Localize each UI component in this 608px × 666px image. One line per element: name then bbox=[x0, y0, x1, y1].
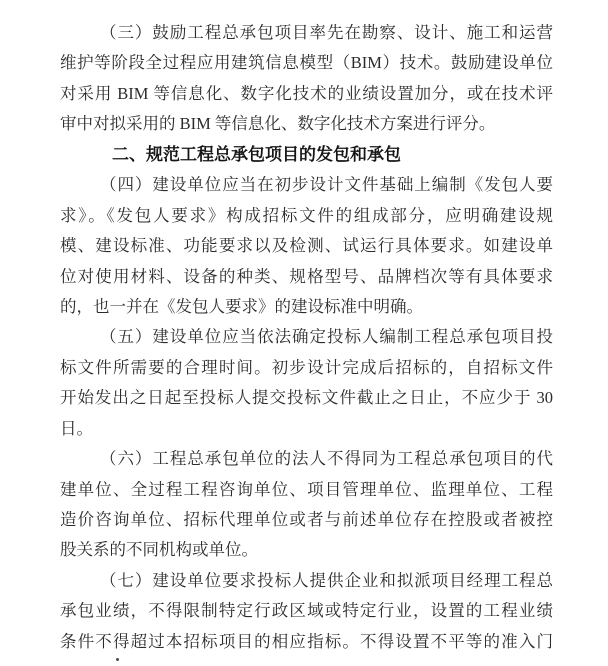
text-line: 位对使用材料、设备的种类、规格型号、品牌档次等有具体要求 bbox=[60, 266, 553, 286]
text-line: 对采用 BIM 等信息化、数字化技术的业绩设置加分，或在技术评 bbox=[60, 83, 553, 103]
section-heading: 二、规范工程总承包项目的发包和承包 bbox=[112, 144, 401, 164]
text-line: （四）建设单位应当在初步设计文件基础上编制《发包人要 bbox=[100, 175, 553, 195]
text-line: （五）建设单位应当依法确定投标人编制工程总承包项目投 bbox=[100, 327, 553, 347]
text-line: 模、建设标准、功能要求以及检测、试运行具体要求。如建设单 bbox=[60, 236, 553, 256]
text-line: 条件不得超过本招标项目的相应指标。不得设置不平等的准入门 bbox=[60, 631, 553, 651]
text-line: 维护等阶段全过程应用建筑信息模型（BIM）技术。鼓励建设单位 bbox=[60, 53, 553, 73]
text-line: 建单位、全过程工程咨询单位、项目管理单位、监理单位、工程 bbox=[60, 479, 553, 499]
text-line: 股关系的不同机构或单位。 bbox=[60, 540, 258, 560]
text-line: 开始发出之日起至投标人提交投标文件截止之日止，不应少于 30 bbox=[60, 388, 553, 408]
text-line: 的，也一并在《发包人要求》的建设标准中明确。 bbox=[60, 296, 423, 316]
text-line: 造价咨询单位、招标代理单位或者与前述单位存在控股或者被控 bbox=[60, 510, 553, 529]
scan-artifact-dot bbox=[116, 658, 119, 661]
text-line: 求》。《发包人要求》构成招标文件的组成部分，应明确建设规 bbox=[60, 205, 553, 225]
text-line: （六）工程总承包单位的法人不得同为工程总承包项目的代 bbox=[100, 449, 553, 469]
text-line: 日。 bbox=[60, 418, 93, 438]
text-line: 审中对拟采用的 BIM 等信息化、数字化技术方案进行评分。 bbox=[60, 114, 496, 134]
text-line: 标文件所需要的合理时间。初步设计完成后招标的，自招标文件 bbox=[60, 357, 553, 377]
text-line: （三）鼓励工程总承包项目率先在勘察、设计、施工和运营 bbox=[100, 23, 553, 42]
text-line: （七）建设单位要求投标人提供企业和拟派项目经理工程总 bbox=[100, 570, 553, 590]
text-line: 承包业绩，不得限制特定行政区域或特定行业，设置的工程业绩 bbox=[60, 601, 553, 621]
document-text-column bbox=[60, 18, 553, 657]
